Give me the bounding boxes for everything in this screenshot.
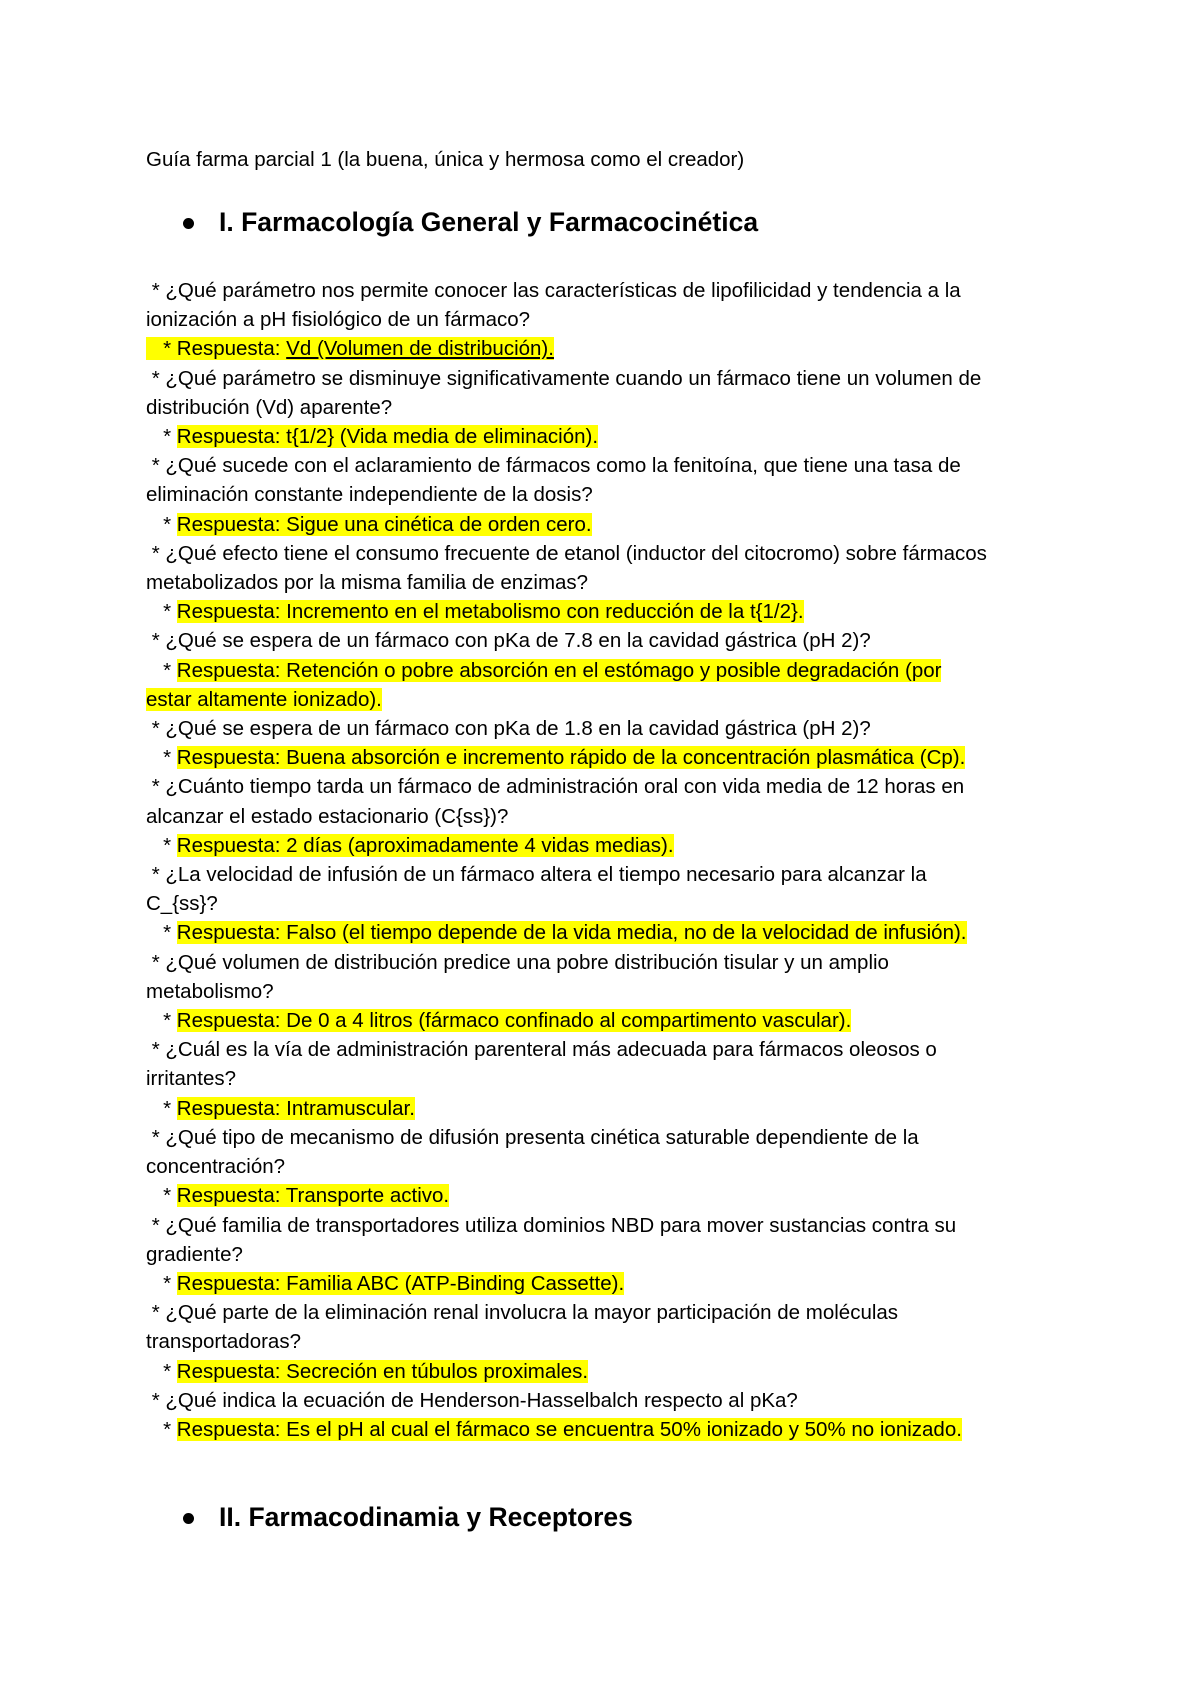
question-text: ionización a pH fisiológico de un fármaco?: [146, 308, 531, 332]
question-line: [146, 568, 1076, 597]
answer-text: Respuesta: Incremento en el metabolismo con reducción de la t{1/2}.: [176, 600, 804, 624]
bullet-icon: [183, 218, 194, 229]
question-line: [146, 1298, 1076, 1327]
question-text: ¿Qué se espera de un fármaco con pKa de 1.8 en la cavidad gástrica (pH 2)?: [165, 717, 871, 741]
line-bullet: *: [146, 746, 177, 770]
line-bullet: *: [146, 454, 166, 478]
line-bullet: *: [146, 863, 166, 887]
line-bullet: *: [146, 1184, 177, 1208]
question-line: [146, 1240, 1076, 1269]
question-line: [146, 1386, 1076, 1415]
question-text: gradiente?: [146, 1242, 243, 1266]
question-line: [146, 480, 1076, 509]
line-bullet: *: [146, 366, 166, 390]
answer-line: [146, 656, 1076, 685]
question-line: [146, 364, 1076, 393]
question-line: [146, 714, 1076, 743]
question-text: ¿Qué tipo de mecanismo de difusión presenta cinética saturable dependiente de la: [165, 1125, 919, 1149]
document-title: Guía farma parcial 1 (la buena, única y hermosa como el creador): [146, 148, 745, 171]
line-bullet: *: [146, 425, 177, 449]
line-bullet: *: [146, 1359, 177, 1383]
answer-text: Respuesta: Intramuscular.: [176, 1096, 415, 1120]
answer-text: Respuesta: Retención o pobre absorción en el estómago y posible degradación (por: [176, 658, 942, 682]
answer-line: [146, 685, 1076, 714]
question-text: ¿Qué sucede con el aclaramiento de fármacos como la fenitoína, que tiene una tasa de: [165, 454, 961, 478]
question-text: metabolismo?: [146, 979, 274, 1003]
question-text: ¿Qué parte de la eliminación renal involucra la mayor participación de moléculas: [165, 1301, 899, 1325]
question-text: distribución (Vd) aparente?: [146, 395, 393, 419]
question-text: ¿Qué indica la ecuación de Henderson-Hasselbalch respecto al pKa?: [165, 1388, 798, 1412]
line-bullet: *: [146, 1388, 166, 1412]
question-line: [146, 539, 1076, 568]
line-bullet: *: [146, 950, 166, 974]
answer-line: [146, 1094, 1076, 1123]
line-bullet: *: [146, 1009, 177, 1033]
line-bullet: *: [146, 921, 177, 945]
question-text: ¿La velocidad de infusión de un fármaco altera el tiempo necesario para alcanzar la: [165, 863, 927, 887]
line-bullet: *: [146, 512, 177, 536]
question-text: metabolizados por la misma familia de enzimas?: [146, 571, 589, 595]
question-text: ¿Cuál es la vía de administración parenteral más adecuada para fármacos oleosos o: [165, 1038, 937, 1062]
question-text: ¿Qué parámetro se disminuye significativamente cuando un fármaco tiene un volumen de: [165, 366, 982, 390]
question-text: irritantes?: [146, 1067, 237, 1091]
line-bullet: *: [146, 1038, 166, 1062]
question-line: [146, 305, 1076, 334]
answer-text: Vd (Volumen de distribución).: [286, 337, 554, 361]
line-bullet: *: [146, 629, 166, 653]
question-line: [146, 1152, 1076, 1181]
question-text: transportadoras?: [146, 1330, 301, 1354]
line-bullet: *: [146, 1301, 166, 1325]
question-line: [146, 860, 1076, 889]
line-bullet: *: [146, 1417, 177, 1441]
answer-line: [146, 1357, 1076, 1386]
answer-text: Respuesta: Familia ABC (ATP-Binding Cassette).: [176, 1271, 625, 1295]
answer-label: * Respuesta:: [146, 337, 287, 361]
answer-line: [146, 510, 1076, 539]
question-line: [146, 626, 1076, 655]
bullet-icon: [183, 1513, 194, 1524]
question-text: ¿Qué volumen de distribución predice una pobre distribución tisular y un amplio: [165, 950, 889, 974]
question-line: [146, 977, 1076, 1006]
answer-text: Respuesta: Buena absorción e incremento rápido de la concentración plasmática (Cp).: [176, 746, 966, 770]
answer-line: [146, 1415, 1076, 1444]
answer-text: estar altamente ionizado).: [146, 687, 382, 711]
answer-line: [146, 1181, 1076, 1210]
answer-text: Respuesta: Transporte activo.: [176, 1184, 450, 1208]
line-bullet: *: [146, 1213, 166, 1237]
question-line: [146, 802, 1076, 831]
answer-text: Respuesta: Es el pH al cual el fármaco se encuentra 50% ionizado y 50% no ionizado.: [176, 1417, 962, 1441]
line-bullet: *: [146, 1096, 177, 1120]
line-bullet: *: [146, 541, 166, 565]
line-bullet: *: [146, 600, 177, 624]
question-line: [146, 1064, 1076, 1093]
line-bullet: *: [146, 833, 177, 857]
question-text: ¿Qué familia de transportadores utiliza dominios NBD para mover sustancias contra su: [165, 1213, 957, 1237]
section-heading-text: II. Farmacodinamia y Receptores: [219, 1502, 633, 1532]
question-text: ¿Qué efecto tiene el consumo frecuente de etanol (inductor del citocromo) sobre fármacos: [165, 541, 987, 565]
question-line: [146, 948, 1076, 977]
question-line: [146, 393, 1076, 422]
question-line: [146, 451, 1076, 480]
answer-line: [146, 422, 1076, 451]
line-bullet: *: [146, 717, 166, 741]
section-heading-text: I. Farmacología General y Farmacocinética: [219, 207, 759, 237]
answer-line: [146, 597, 1076, 626]
line-bullet: *: [146, 1271, 177, 1295]
line-bullet: *: [146, 775, 166, 799]
line-bullet: *: [146, 279, 166, 302]
question-line: [146, 1123, 1076, 1152]
answer-text: Respuesta: De 0 a 4 litros (fármaco confinado al compartimento vascular).: [176, 1009, 852, 1033]
answer-line: [146, 1269, 1076, 1298]
answer-line: [146, 743, 1076, 772]
question-text: ¿Qué se espera de un fármaco con pKa de 7.8 en la cavidad gástrica (pH 2)?: [165, 629, 871, 653]
question-text: concentración?: [146, 1155, 286, 1179]
question-text: ¿Cuánto tiempo tarda un fármaco de administración oral con vida media de 12 horas en: [165, 775, 965, 799]
question-answer-list: [146, 276, 1076, 1444]
answer-text: Respuesta: 2 días (aproximadamente 4 vidas medias).: [176, 833, 674, 857]
answer-text: Respuesta: Falso (el tiempo depende de la vida media, no de la velocidad de infusión).: [176, 921, 967, 945]
question-line: [146, 889, 1076, 918]
line-bullet: *: [146, 1125, 166, 1149]
answer-line: [146, 1006, 1076, 1035]
answer-text: Respuesta: t{1/2} (Vida media de eliminación).: [176, 425, 599, 449]
question-text: ¿Qué parámetro nos permite conocer las características de lipofilicidad y tendencia a la: [165, 279, 961, 302]
answer-line: [146, 918, 1076, 947]
question-line: [146, 276, 1076, 305]
answer-line: [146, 831, 1076, 860]
answer-line: [146, 334, 1076, 363]
answer-text: Respuesta: Secreción en túbulos proximales.: [176, 1359, 589, 1383]
question-line: [146, 1211, 1076, 1240]
question-line: [146, 1327, 1076, 1356]
question-text: C_{ss}?: [146, 892, 218, 916]
question-line: [146, 772, 1076, 801]
question-text: alcanzar el estado estacionario (C{ss})?: [146, 804, 509, 828]
question-text: eliminación constante independiente de la dosis?: [146, 483, 593, 507]
answer-text: Respuesta: Sigue una cinética de orden cero.: [176, 512, 592, 536]
line-bullet: *: [146, 658, 177, 682]
question-line: [146, 1035, 1076, 1064]
